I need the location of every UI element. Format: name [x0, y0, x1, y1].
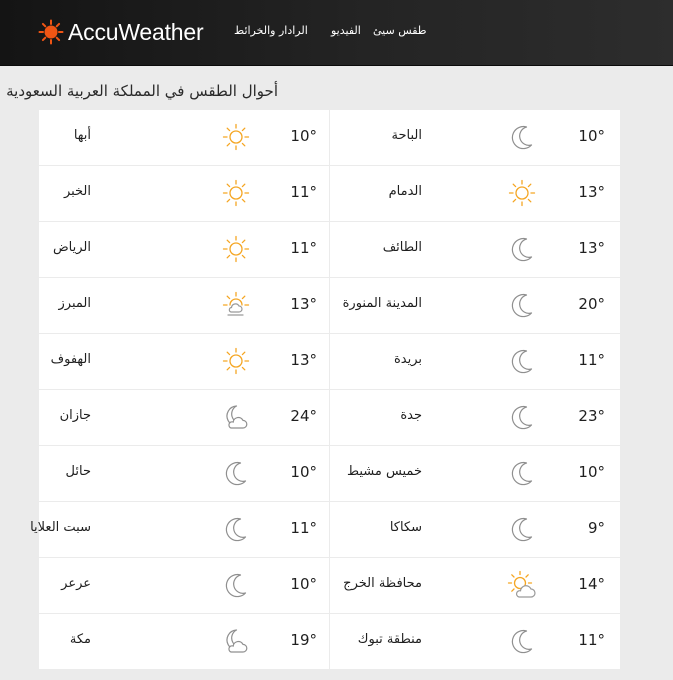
city-temperature: 13°	[290, 351, 317, 369]
city-temperature: 24°	[290, 407, 317, 425]
accuweather-logo[interactable]	[38, 17, 203, 47]
city-temperature: 10°	[290, 127, 317, 145]
cities-grid	[30, 110, 620, 669]
city-name: الهفوف	[50, 352, 91, 367]
city-temperature: 11°	[578, 631, 605, 649]
city-temperature: 9°	[587, 519, 605, 537]
site-header	[0, 0, 673, 66]
moon-icon	[221, 458, 251, 488]
city-card[interactable]	[39, 390, 329, 445]
brand-name: AccuWeather	[68, 18, 204, 45]
moon-icon	[221, 514, 251, 544]
city-card[interactable]	[39, 110, 329, 165]
city-name: المبرز	[58, 296, 91, 311]
partly-cloudy-moon-icon	[221, 626, 251, 656]
city-card[interactable]	[39, 222, 329, 277]
moon-icon	[507, 290, 537, 320]
sun-icon	[221, 178, 251, 208]
city-temperature: 10°	[578, 463, 605, 481]
nav-video[interactable]: الفيديو	[331, 24, 361, 37]
city-name: الخبر	[63, 184, 91, 199]
nav-severe-weather[interactable]: طقس سيئ	[373, 24, 427, 37]
city-temperature: 14°	[578, 575, 605, 593]
city-name: منطقة تبوك	[357, 632, 422, 647]
sun-icon	[221, 234, 251, 264]
city-name: المدينة المنورة	[342, 296, 422, 311]
city-temperature: 10°	[578, 127, 605, 145]
city-card[interactable]	[39, 614, 329, 669]
city-temperature: 13°	[578, 239, 605, 257]
moon-icon	[221, 570, 251, 600]
city-name: حائل	[65, 464, 91, 479]
moon-icon	[507, 514, 537, 544]
city-name: بريدة	[393, 352, 422, 367]
moon-icon	[507, 402, 537, 432]
city-card[interactable]	[330, 166, 620, 221]
city-name: سبت العلايا	[30, 520, 91, 535]
city-card[interactable]	[39, 166, 329, 221]
nav-radar-maps[interactable]: الرادار والخرائط	[234, 24, 308, 37]
moon-icon	[507, 346, 537, 376]
city-card[interactable]	[330, 614, 620, 669]
city-name: خميس مشيط	[346, 464, 422, 479]
city-card[interactable]	[330, 390, 620, 445]
city-temperature: 11°	[290, 519, 317, 537]
city-name: جازان	[59, 408, 91, 423]
moon-icon	[507, 122, 537, 152]
city-card[interactable]	[330, 334, 620, 389]
partly-cloudy-moon-icon	[221, 402, 251, 432]
city-card[interactable]	[330, 502, 620, 557]
city-card[interactable]	[39, 278, 329, 333]
moon-icon	[507, 458, 537, 488]
sun-icon	[507, 178, 537, 208]
city-name: الطائف	[382, 240, 422, 255]
sun-logo-icon	[38, 19, 64, 45]
city-temperature: 10°	[290, 575, 317, 593]
city-name: الرياض	[52, 240, 91, 255]
city-name: محافظة الخرج	[343, 576, 422, 591]
city-name: جدة	[400, 408, 422, 423]
moon-icon	[507, 234, 537, 264]
partly-cloudy-sun-icon	[507, 570, 537, 600]
city-card[interactable]	[39, 558, 329, 613]
sun-icon	[221, 346, 251, 376]
moon-icon	[507, 626, 537, 656]
city-card[interactable]	[330, 446, 620, 501]
city-card[interactable]	[39, 334, 329, 389]
city-name: الدمام	[388, 184, 422, 199]
city-temperature: 23°	[578, 407, 605, 425]
city-temperature: 10°	[290, 463, 317, 481]
city-temperature: 11°	[290, 183, 317, 201]
city-name: مكة	[69, 632, 91, 647]
city-temperature: 20°	[578, 295, 605, 313]
city-card[interactable]	[330, 222, 620, 277]
city-card[interactable]	[330, 558, 620, 613]
city-card[interactable]	[330, 110, 620, 165]
sun-icon	[221, 122, 251, 152]
city-card[interactable]	[30, 502, 329, 557]
city-name: سكاكا	[389, 520, 422, 535]
city-name: الباحة	[391, 128, 422, 143]
city-temperature: 11°	[290, 239, 317, 257]
city-name: أبها	[73, 128, 91, 143]
city-temperature: 11°	[578, 351, 605, 369]
city-name: عرعر	[61, 576, 91, 591]
hazy-sun-icon	[221, 290, 251, 320]
city-temperature: 13°	[290, 295, 317, 313]
city-temperature: 13°	[578, 183, 605, 201]
city-temperature: 19°	[290, 631, 317, 649]
city-card[interactable]	[39, 446, 329, 501]
city-card[interactable]	[330, 278, 620, 333]
page-title: أحوال الطقس في المملكة العربية السعودية	[6, 82, 278, 100]
